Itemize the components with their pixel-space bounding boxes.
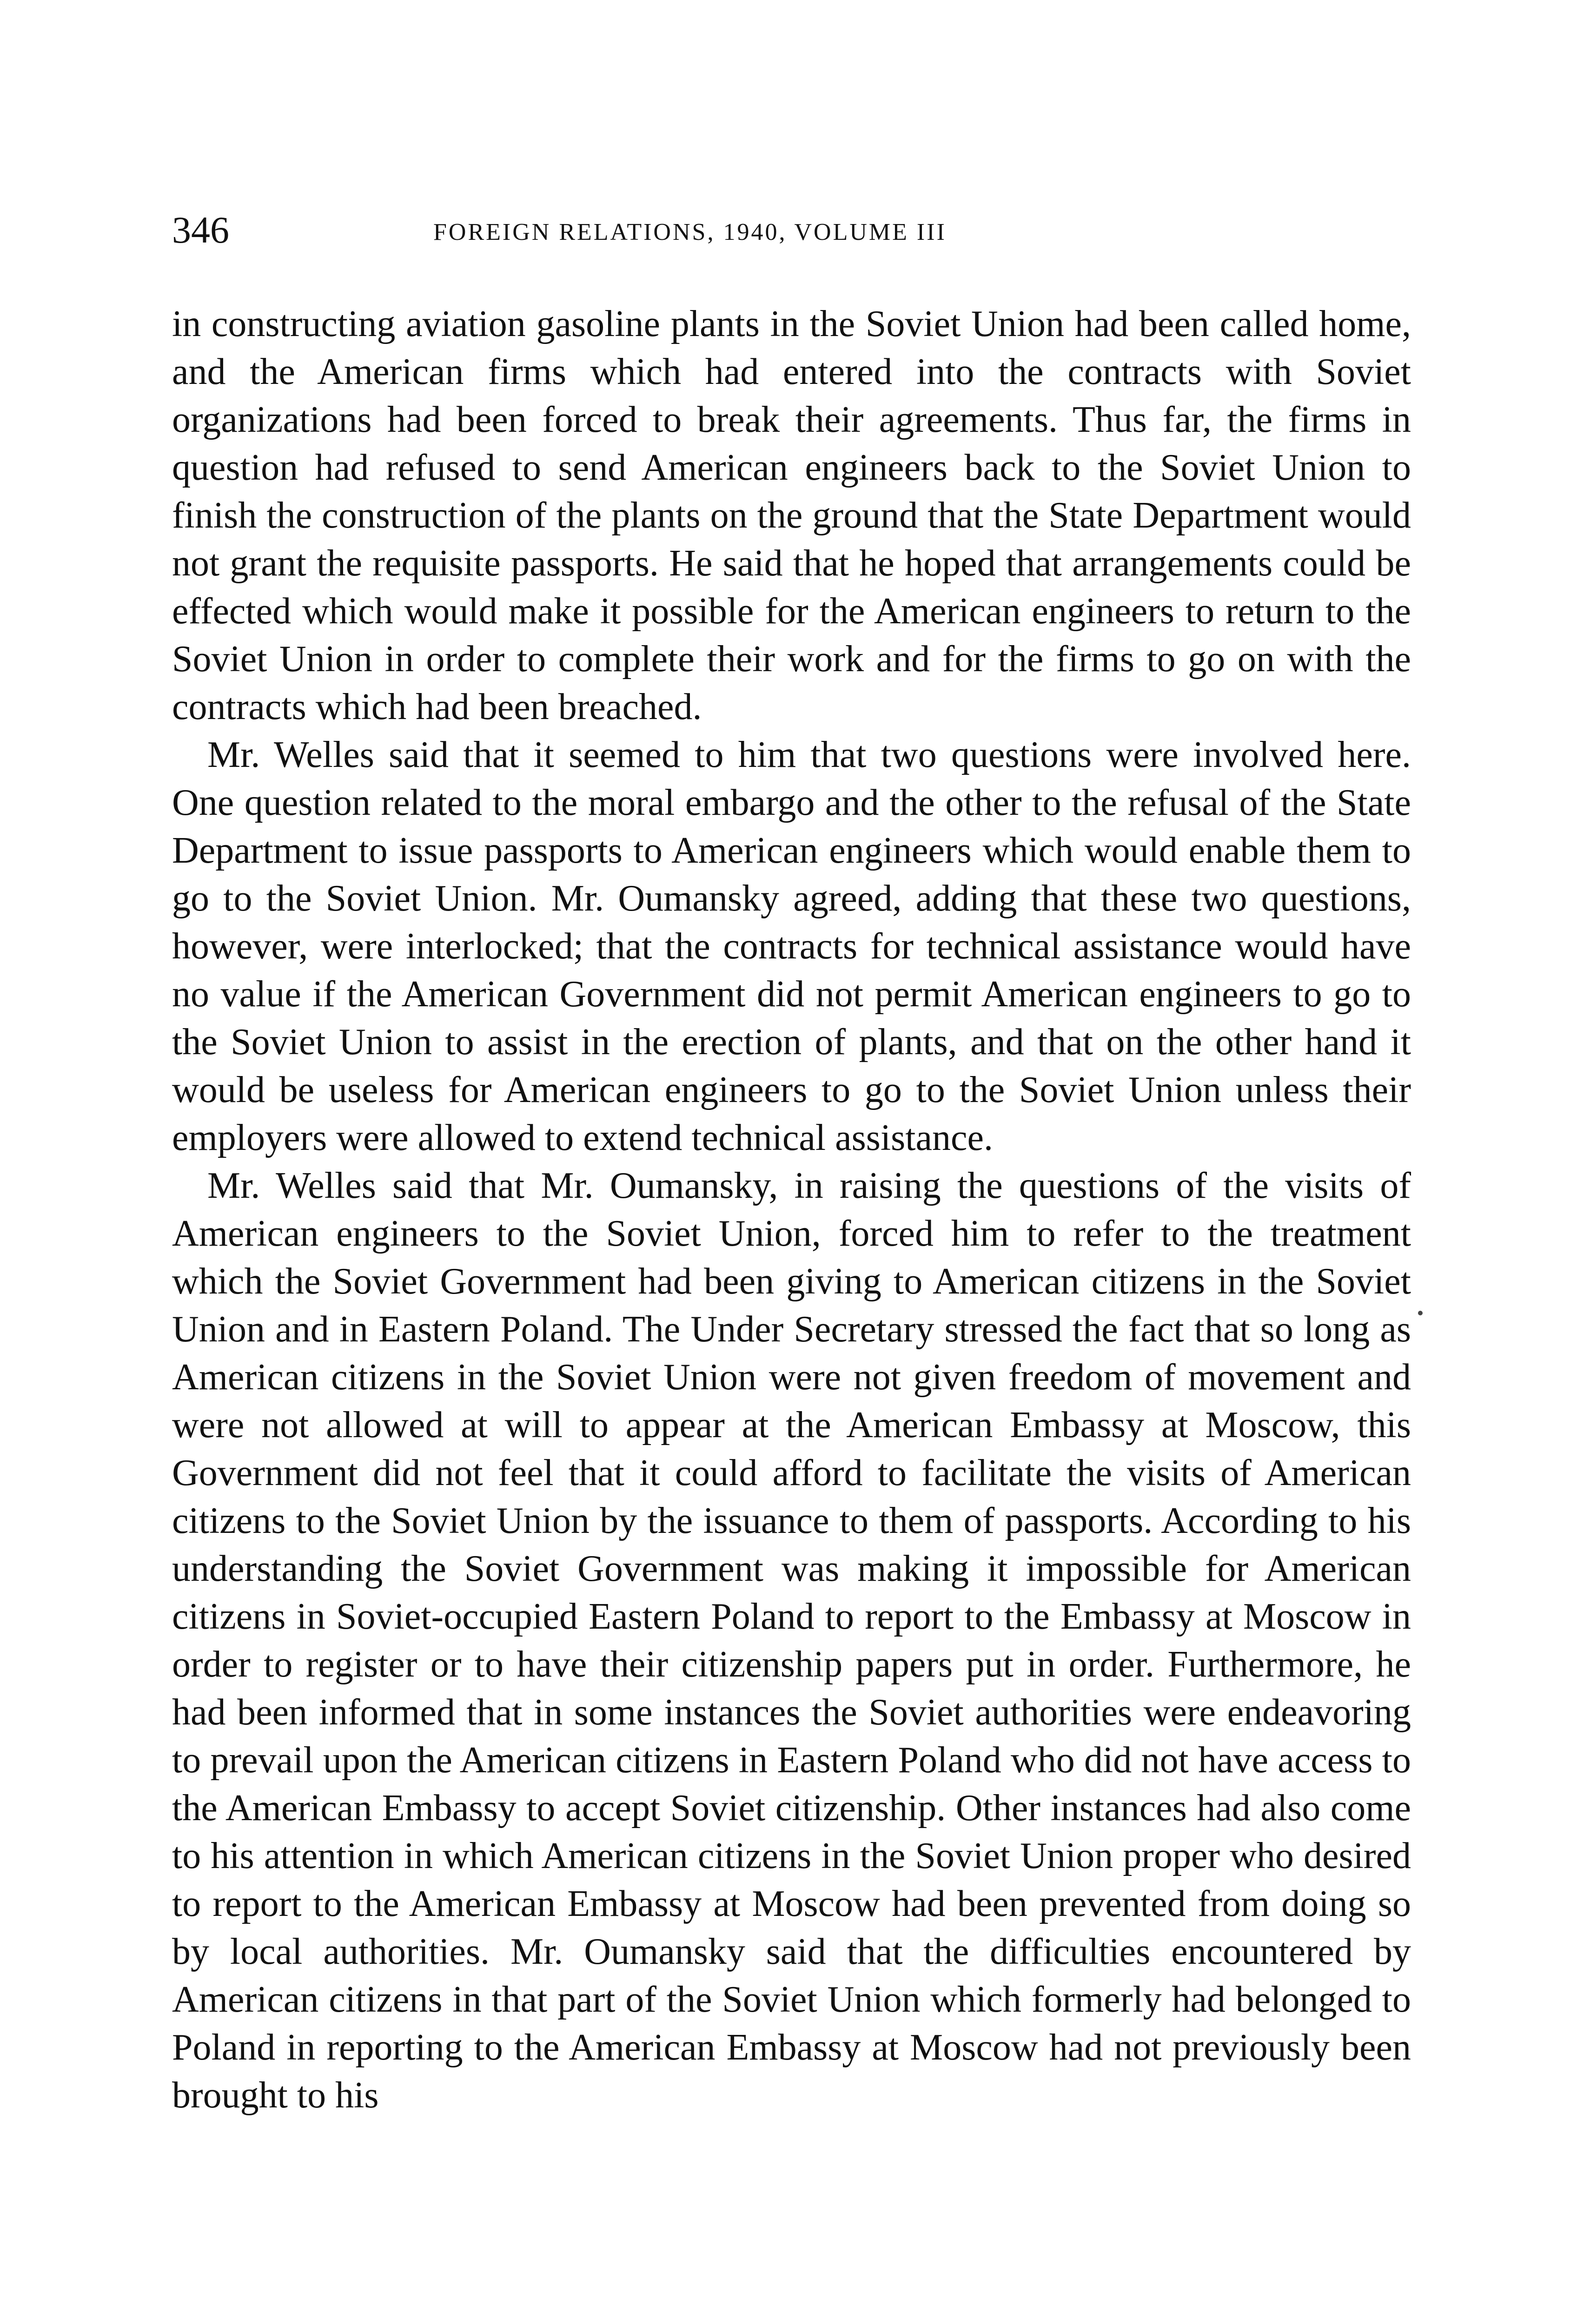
stray-dot-mark bbox=[1418, 1311, 1423, 1315]
paragraph: Mr. Welles said that it seemed to him that two questions were involved here. One question related to the moral embargo and the other to the refusal of the State Department to issue passports to American engineers which would enable them to go to the Soviet Union. Mr. Oumansky agreed, adding that these two questions, however, were interlocked; that the contracts for technical assistance would have no value if the American Government did not permit American engineers to go to the Soviet Union to assist in the erection of plants, and that on the other hand it would be useless for American engineers to go to the Soviet Union unless their employers were allowed to extend technical assistance. bbox=[172, 734, 1411, 1158]
page-header bbox=[172, 205, 1411, 256]
body-text bbox=[172, 300, 1411, 2119]
page-number: 346 bbox=[172, 209, 229, 251]
running-head: FOREIGN RELATIONS, 1940, VOLUME III bbox=[433, 219, 947, 245]
paragraph-continuation: in constructing aviation gasoline plants in the Soviet Union had been called home, and the American firms which had entered into the contracts with Soviet organizations had been forced to break their agreements. Thus far, the firms in question had refused to send American engineers back to the Soviet Union to finish the construction of the plants on the ground that the State Department would not grant the requisite passports. He said that he hoped that arrangements could be effected which would make it possible for the American engineers to return to the Soviet Union in order to complete their work and for the firms to go on with the contracts which had been breached. bbox=[172, 304, 1411, 727]
paragraph: Mr. Welles said that Mr. Oumansky, in raising the questions of the visits of American engineers to the Soviet Union, forced him to refer to the treatment which the Soviet Government had been giving to American citizens in the Soviet Union and in Eastern Poland. The Under Secretary stressed the fact that so long as American citizens in the Soviet Union were not given freedom of movement and were not allowed at will to appear at the American Embassy at Moscow, this Government did not feel that it could afford to facilitate the visits of American citizens to the Soviet Union by the issuance to them of passports. According to his understanding the Soviet Government was making it impossible for American citizens in Soviet-occupied Eastern Poland to report to the Embassy at Moscow in order to register or to have their citizenship papers put in order. Furthermore, he had been informed that in some instances the Soviet authorities were endeavoring to prevail upon the American citizens in Eastern Poland who did not have access to the American Embassy to accept Soviet citizenship. Other instances had also come to his attention in which American citizens in the Soviet Union proper who desired to report to the American Embassy at Moscow had been prevented from doing so by local authorities. Mr. Oumansky said that the difficulties encountered by American citizens in that part of the Soviet Union which formerly had belonged to Poland in reporting to the American Embassy at Moscow had not previously been brought to his bbox=[172, 1165, 1411, 2116]
document-page bbox=[172, 205, 1411, 2119]
